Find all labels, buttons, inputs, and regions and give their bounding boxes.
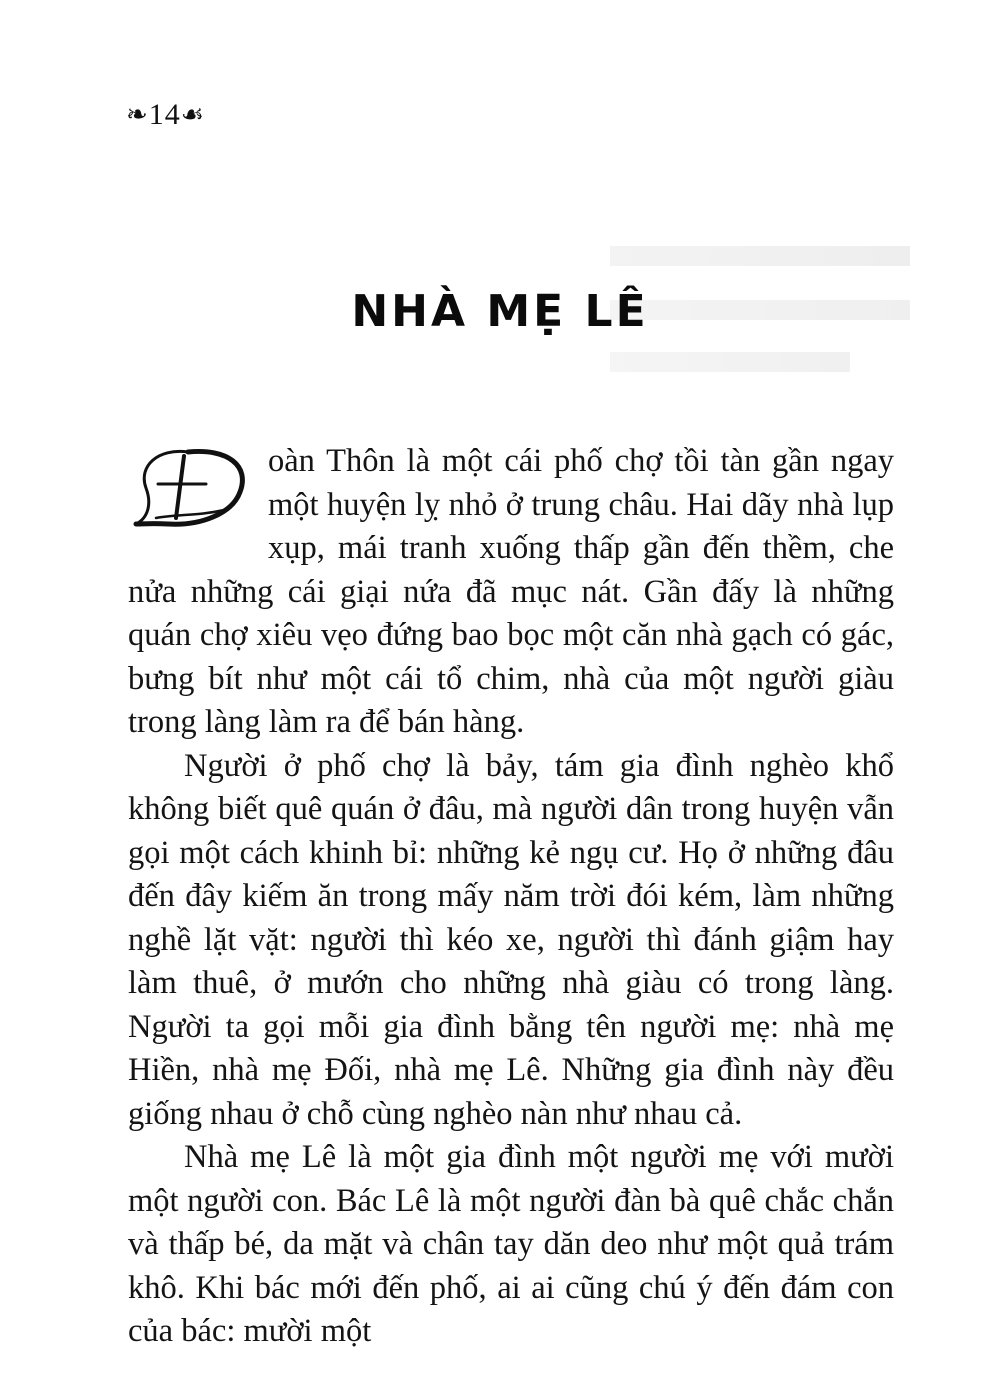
paragraph-3: Nhà mẹ Lê là một gia đình một người mẹ với mười một người con. Bác Lê là một người đàn bà quê chắc chắn và thấp bé, da mặt và chân tay dăn deo như một quả trám khô. Khi bác mới đến phố, ai ai cũng chú ý đến đám con của bác: mười một (128, 1139, 894, 1349)
drop-cap (128, 444, 268, 530)
chapter-title: NHÀ MẸ LÊ (351, 286, 649, 337)
paragraph-1-text: oàn Thôn là một cái phố chợ tồi tàn gần ngay một huyện lỵ nhỏ ở trung châu. Hai dãy nhà lụp xụp, mái tranh xuống thấp gần đến thềm, che nửa những cái giại nứa đã mục nát. Gần đấy là những quán chợ xiêu vẹo đứng bao bọc một căn nhà gạch có gác, bưng bít như một cái tổ chim, nhà của một người giàu trong làng làm ra để bán hàng. (128, 443, 894, 740)
page-number (126, 98, 205, 132)
left-ornament-icon: ❧ (126, 100, 149, 129)
chapter-body (128, 440, 894, 1354)
show-through-line (610, 246, 910, 266)
paragraph-1 (128, 440, 894, 745)
page-number-value: 14 (148, 98, 181, 131)
show-through-line (610, 352, 850, 372)
paragraph-2: Người ở phố chợ là bảy, tám gia đình nghèo khổ không biết quê quán ở đâu, mà người dân trong huyện vẫn gọi một cách khinh bỉ: những kẻ ngụ cư. Họ ở những đâu đến đây kiếm ăn trong mấy năm trời đói kém, làm những nghề lặt vặt: người thì kéo xe, người thì đánh giậm hay làm thuê, ở mướn cho những nhà giàu có trong làng. Người ta gọi mỗi gia đình bằng tên người mẹ: nhà mẹ Hiền, nhà mẹ Đối, nhà mẹ Lê. Những gia đình này đều giống nhau ở chỗ cùng nghèo nàn như nhau cả. (128, 747, 894, 1132)
right-ornament-icon: ☙ (180, 100, 206, 129)
drop-cap-letter (128, 444, 268, 530)
